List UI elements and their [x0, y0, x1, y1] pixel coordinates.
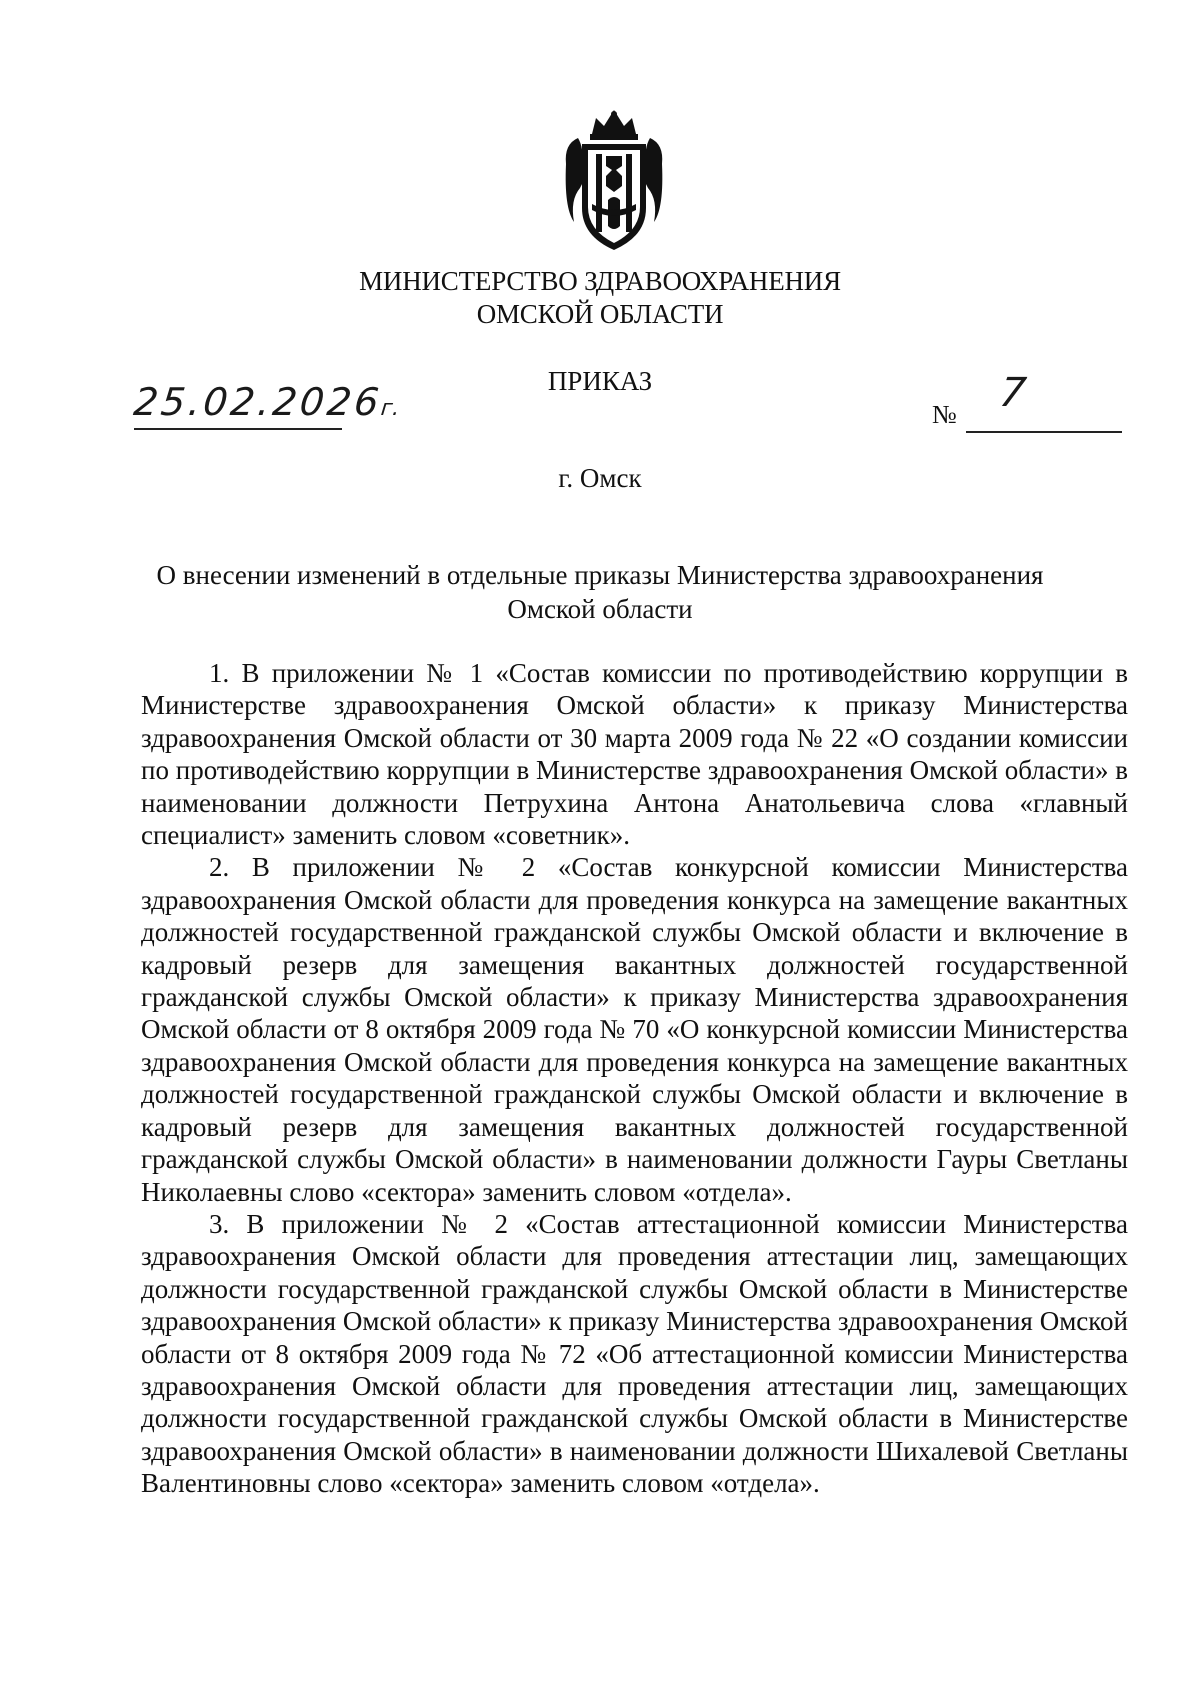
document-date	[132, 380, 403, 424]
paragraph-1: 1. В приложении № 1 «Состав комиссии по противодействию коррупции в Министерстве здравоохранения Омской области» к приказу Министерства здравоохранения Омской области от 30 марта 2009 года № 22 «О создании комиссии по противодействию коррупции в Министерстве здравоохранения Омской области» в наименовании должности Петрухина Антона Анатольевича слова «главный специалист» заменить словом «советник».	[141, 658, 1128, 851]
document-date-suffix: г.	[379, 396, 401, 421]
number-label: №	[932, 400, 957, 429]
paragraph-3: 3. В приложении № 2 «Состав аттестационной комиссии Министерства здравоохранения Омской области для проведения аттестации лиц, замещающих должности государственной гражданской службы Омской области в Министерстве здравоохранения Омской области» к приказу Министерства здравоохранения Омской области от 8 октября 2009 года № 72 «Об аттестационной комиссии Министерства здравоохранения Омской области для проведения аттестации лиц, замещающих должности государственной гражданской службы Омской области в Министерстве здравоохранения Омской области» в наименовании должности Шихалевой Светланы Валентиновны слово «сектора» заменить словом «отдела».	[141, 1208, 1128, 1499]
paragraph-2: 2. В приложении № 2 «Состав конкурсной комиссии Министерства здравоохранения Омской области для проведения конкурса на замещение вакантных должностей государственной гражданской службы Омской области и включение в кадровый резерв для замещения вакантных должностей государственной гражданской службы Омской области» к приказу Министерства здравоохранения Омской области от 8 октября 2009 года № 70 «О конкурсной комиссии Министерства здравоохранения Омской области для проведения конкурса на замещение вакантных должностей государственной гражданской службы Омской области и включение в кадровый резерв для замещения вакантных должностей государственной гражданской службы Омской области» в наименовании должности Гауры Светланы Николаевны слово «сектора» заменить словом «отдела».	[141, 852, 1128, 1207]
ministry-name-line2: ОМСКОЙ ОБЛАСТИ	[476, 299, 724, 329]
omsk-region-coat-of-arms-icon	[562, 104, 666, 254]
document-date-value: 25.02.2026	[131, 380, 384, 424]
document-number: 7	[996, 370, 1029, 416]
document-subject: О внесении изменений в отдельные приказы Министерства здравоохранения Омской области	[156, 560, 1044, 624]
ministry-name-line1: МИНИСТЕРСТВО ЗДРАВООХРАНЕНИЯ	[359, 266, 841, 296]
number-underline	[966, 431, 1122, 433]
document-type: ПРИКАЗ	[547, 366, 653, 396]
city: г. Омск	[558, 463, 642, 493]
date-underline	[134, 428, 342, 430]
document-body	[141, 657, 1128, 1500]
